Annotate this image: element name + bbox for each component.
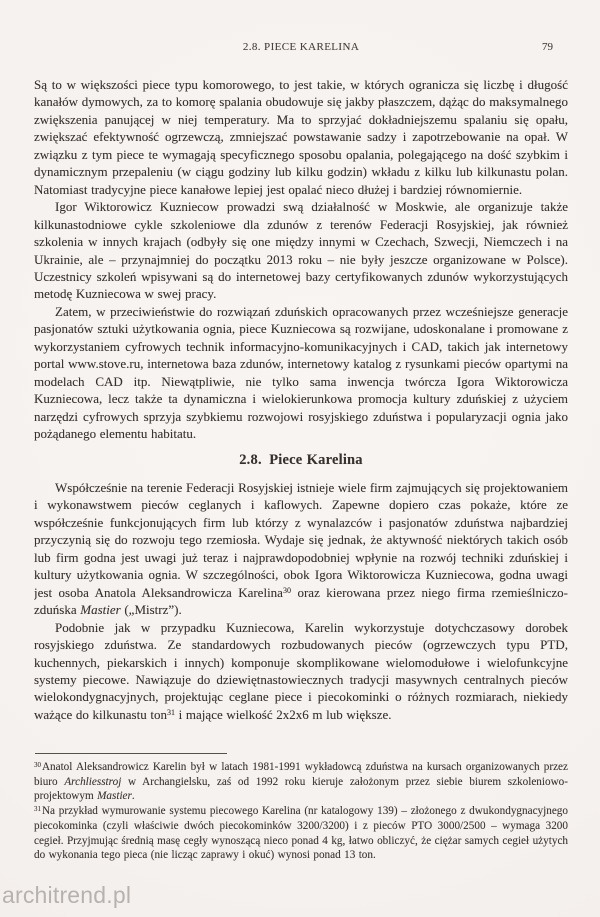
watermark: architrend.pl [2,882,132,908]
text-segment: oraz kierowana przez niego firma rzemieślniczo-zduńska [34,584,568,618]
text-segment: Igor Wiktorowicz Kuzniecow prowadzi swą działalność w Moskwie, ale organizuje także kilkunastodniowe cykle szkoleniowe dla zdunów z terenów Federacji Rosyjskiej, jak również szkolenia w innych krajach (odbyły się one między innymi w Czechach, Szwecji, Niemczech i na Ukrainie, ale – przynajmniej do początku 2013 roku – nie były jeszcze organizowane w Polsce). Uczestnicy szkoleń wpisywani są do internetowej bazy certyfikowanych zdunów wykorzystujących metodę Kuzniecowa w swej pracy. [34,199,568,302]
text-segment: Podobnie jak w przypadku Kuzniecowa, Karelin wykorzystuje dotychczasowy dorobek rosyjskiego zduństwa. Ze standardowych rozbudowanych pieców (ogrzewczych typu PTD, kuchennych, piekarskich i innych) komponuje skomplikowane wielomodułowe i wielofunkcyjne systemy piecowe. Nawiązuje do dziewiętnastowiecznych tradycji masywnych centralnych pieców wielokondygnacyjnych, projektując ceglane piece i piecokominki o różnych rozmiarach, niekiedy ważące do kilkunastu ton [34,619,568,722]
paragraph [34,619,568,724]
text-segment: Współcześnie na terenie Federacji Rosyjskiej istnieje wiele firm zajmujących się projektowaniem i wykonawstwem pieców ceglanych i kaflowych. Zapewne dopiero czas pokaże, które ze współcześnie funkcjonujących firm lub którzy z wynalazców i pasjonatów zduństwa najbardziej przyczynią się do rozwoju tego rzemiosła. Wydaje się jednak, że aktywność niektórych takich osób lub firm godna jest uwagi już teraz i najprawdopodobniej wpłynie na rozwój techniki zduńskiej i kultury użytkowania ognia. W szczególności, obok Igora Wiktorowicza Kuzniecowa, godna uwagi jest osoba Anatola Aleksandrowicza Karelina [34,479,568,600]
text-segment: Mastier [97,790,132,803]
paragraph [34,479,568,619]
footnote-reference: 31 [166,708,176,718]
text-segment: („Mistrz”). [120,602,182,618]
text-segment: Mastier [80,602,121,618]
text-segment: Anatol Aleksandrowicz Karelin był w latach 1981-1991 wykładowcą zduństwa na kursach organizowanych przez biuro [34,761,568,788]
page-number: 79 [542,41,553,53]
text-segment: i mające wielkość 2x2x6 m lub większe. [175,706,392,722]
section-heading: 2.8. Piece Karelina [239,451,363,468]
paragraph [34,76,568,198]
footnotes-section [34,753,568,863]
text-segment: w Archangielsku, zaś od 1992 roku kieruje założonym przez siebie biurem szkoleniowo-projektowym [34,775,568,803]
paragraph [34,303,568,443]
footnote-separator [35,753,227,754]
footnote-reference: 30 [282,586,291,596]
text-segment: . [131,790,135,803]
footnote [34,760,568,804]
footnotes-list [34,760,568,863]
text-blocks [34,76,568,752]
footnote [34,804,568,863]
text-segment: Są to w większości piece typu komorowego, to jest takie, w których ogranicza się liczbę i długość kanałów dymowych, za to komorę spalania obudowuje się jakby płaszczem, dążąc do maksymalnego zwiększenia panującej w niej temperatury. Ma to sprzyjać dokładniejszemu spalaniu się opału, zwiększać efektywność ogrzewczą, zmniejszać powstawanie sadzy i zapotrzebowanie na opał. W związku z tym piece te wymagają specyficznego sposobu opalania, polegającego na dość szybkim i dynamicznym przepaleniu (w ciągu godziny lub kilku godzin) wkładu z kilku lub kilkunastu polan. Natomiast tradycyjne piece kanałowe lepiej jest opalać nieco dłużej i bardziej równomiernie. [34,77,568,197]
footnote-marker: 31 [34,805,41,813]
text-segment: Na przykład wymurowanie systemu piecowego Karelina (nr katalogowy 139) – złożonego z dwukondygnacyjnego piecokominka (czyli właściwie dwóch piecokominków 3200/3200) i z pieców PTO 3000/2500 – wymaga 3200 cegieł. Przyjmując średnią masę cegły wynoszącą nieco ponad 4 kg, łatwo obliczyć, że ciężar samych cegieł użytych do wykonania tego pieca (nie licząc zaprawy i okuć) wynosi ponad 13 ton. [34,805,568,862]
text-segment: Archliesstroj [64,775,122,788]
footnote-marker: 30 [34,760,41,769]
text-segment: Zatem, w przeciwieństwie do rozwiązań zduńskich opracowanych przez wcześniejsze generacje pasjonatów sztuki użytkowania ognia, piece Kuzniecowa są rozwijane, udoskonalane i promowane z wykorzystaniem cyfrowych technik informacyjno-komunikacyjnych i CAD, takich jak internetowy portal www.stove.ru, internetowa baza zdunów, internetowy katalog z rysunkami pieców opartymi na modelach CAD itp. Niewątpliwie, nie tylko sama inwencja twórcza Igora Wiktorowicza Kuzniecowa, lecz także ta dynamiczna i wielokierunkowa promocja kultury zduńskiej z użyciem narzędzi cyfrowych sprzyja szybkiemu rozwojowi rosyjskiego zduństwa i popularyzacji ognia jako pożądanego elementu habitatu. [34,303,568,442]
page-header [34,41,568,56]
running-title: 2.8. PIECE KARELINA [242,41,360,53]
paragraph [34,198,568,303]
